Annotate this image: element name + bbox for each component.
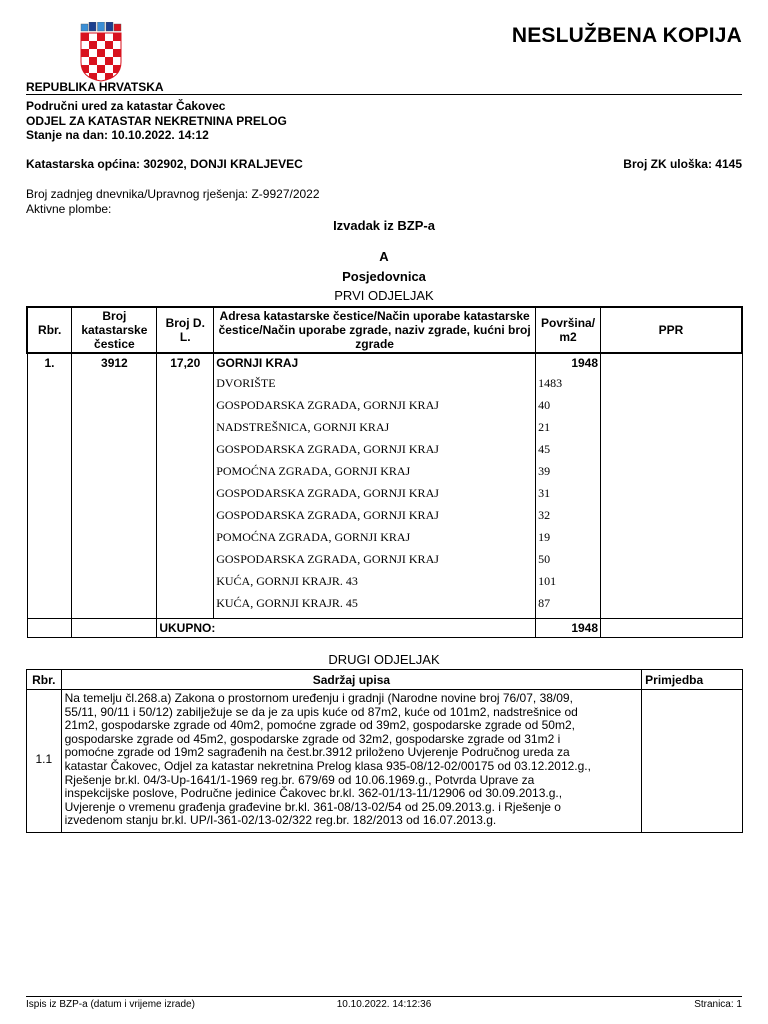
- row-ppr: [601, 372, 742, 394]
- journal-number: Broj zadnjeg dnevnika/Upravnog rješenja: Z-9927/2022: [26, 187, 320, 201]
- row-dl: [157, 526, 214, 548]
- table-row: [27, 372, 742, 394]
- row-address: GOSPODARSKA ZGRADA, GORNJI KRAJ: [214, 504, 536, 526]
- row-rbr: [27, 460, 72, 482]
- footer-left: Ispis iz BZP-a (datum i vrijeme izrade): [26, 999, 195, 1010]
- col-rbr: Rbr.: [27, 307, 72, 353]
- row-area: 19: [536, 526, 601, 548]
- total-label: UKUPNO:: [157, 619, 536, 638]
- entry-line: 21m2, gospodarske zgrade od 40m2, pomoćne zgrade od 39m2, gospodarske zgrade od 50m2,: [64, 718, 575, 733]
- row-area: 40: [536, 394, 601, 416]
- zk-folder-number: Broj ZK uloška: 4145: [623, 157, 742, 171]
- row-address: GOSPODARSKA ZGRADA, GORNJI KRAJ: [214, 438, 536, 460]
- entry-line: 55/11, 90/11 i 50/12) zabilježuje se da je za upis kuće od 87m2, kuće od 101m2, nadstrešnice od: [64, 704, 578, 719]
- col-ppr: PPR: [601, 307, 742, 353]
- part1-title: PRVI ODJELJAK: [334, 288, 434, 303]
- row-area: 87: [536, 592, 601, 614]
- row-area: 101: [536, 570, 601, 592]
- row-parcel: [72, 394, 157, 416]
- entry-line: Uvjerenje o vremenu građenja građevine br.kl. 361-08/13-02/54 od 25.09.2013.g. i Rješenje o: [64, 799, 561, 814]
- col2-content: Sadržaj upisa: [61, 670, 642, 690]
- footer-page: Stranica: 1: [694, 999, 742, 1010]
- row-parcel: [72, 372, 157, 394]
- table-row: [27, 504, 742, 526]
- excerpt-title: Izvadak iz BZP-a: [333, 218, 435, 233]
- row-ppr: [601, 526, 742, 548]
- row-parcel: [72, 482, 157, 504]
- table-row: [27, 526, 742, 548]
- row-rbr: [27, 526, 72, 548]
- row-area: 50: [536, 548, 601, 570]
- section-name: Posjedovnica: [342, 269, 426, 284]
- table-row: [27, 690, 743, 833]
- total-area: 1948: [536, 619, 601, 638]
- row-ppr: [601, 416, 742, 438]
- entry-line: Na temelju čl.268.a) Zakona o prostornom uređenju i gradnji (Narodne novine broj 76/07, 38/09,: [64, 691, 573, 705]
- table-row: [27, 482, 742, 504]
- row-parcel: [72, 438, 157, 460]
- row-dl: [157, 416, 214, 438]
- department-name: ODJEL ZA KATASTAR NEKRETNINA PRELOG: [26, 114, 287, 128]
- row-parcel: [72, 570, 157, 592]
- table-row: [27, 353, 742, 372]
- row-ppr: [601, 592, 742, 614]
- entry-line: katastar Čakovec, Odjel za katastar nekretnina Prelog klasa 935-08/12-02/00175 od 03.12.2012.g.,: [64, 758, 591, 773]
- col-dl: Broj D. L.: [157, 307, 214, 353]
- row-ppr: [601, 353, 742, 372]
- row-dl: [157, 482, 214, 504]
- row-area: 21: [536, 416, 601, 438]
- row-address: NADSTREŠNICA, GORNJI KRAJ: [214, 416, 536, 438]
- row-ppr: [601, 570, 742, 592]
- total-row: [27, 619, 742, 638]
- table-row: [27, 394, 742, 416]
- row-dl: [157, 504, 214, 526]
- entry-note: [642, 690, 743, 833]
- table-row: [27, 570, 742, 592]
- row-parcel: [72, 592, 157, 614]
- row-parcel: [72, 460, 157, 482]
- row-rbr: [27, 482, 72, 504]
- status-date: Stanje na dan: 10.10.2022. 14:12: [26, 128, 209, 142]
- row-parcel: [72, 526, 157, 548]
- republic-name: REPUBLIKA HRVATSKA: [26, 80, 164, 94]
- row-address: KUĆA, GORNJI KRAJR. 45: [214, 592, 536, 614]
- table-row: [27, 438, 742, 460]
- section-letter: A: [379, 249, 389, 264]
- row-rbr: [27, 548, 72, 570]
- row-address: POMOĆNA ZGRADA, GORNJI KRAJ: [214, 460, 536, 482]
- row-dl: [157, 394, 214, 416]
- row-area: 45: [536, 438, 601, 460]
- entry-line: izvedenom stanju br.kl. UP/I-361-02/13-02/322 reg.br. 182/2013 od 16.07.2013.g.: [64, 813, 497, 828]
- row-dl: 17,20: [157, 353, 214, 372]
- row-ppr: [601, 504, 742, 526]
- table-row: [27, 460, 742, 482]
- row-area: 1483: [536, 372, 601, 394]
- coat-of-arms-icon: [80, 22, 122, 82]
- entry-line: inspekcijske poslove, Područne jedinice Čakovec br.kl. 362-01/13-11/12906 od 30.09.2013.g.,: [64, 786, 563, 801]
- row-dl: [157, 570, 214, 592]
- unofficial-copy-title: NESLUŽBENA KOPIJA: [511, 24, 742, 47]
- office-name: Područni ured za katastar Čakovec: [26, 99, 226, 113]
- row-ppr: [601, 438, 742, 460]
- row-rbr: [27, 394, 72, 416]
- row-address: GOSPODARSKA ZGRADA, GORNJI KRAJ: [214, 394, 536, 416]
- table-row: [27, 548, 742, 570]
- row-dl: [157, 548, 214, 570]
- row-area: 39: [536, 460, 601, 482]
- col2-rbr: Rbr.: [27, 670, 62, 690]
- part2-title: DRUGI ODJELJAK: [328, 652, 440, 667]
- col-parcel: Broj katastarske čestice: [72, 307, 157, 353]
- row-rbr: [27, 416, 72, 438]
- entry-rbr: 1.1: [27, 690, 62, 833]
- row-parcel: [72, 416, 157, 438]
- row-area: 1948: [536, 353, 601, 372]
- row-rbr: 1.: [27, 353, 72, 372]
- row-ppr: [601, 460, 742, 482]
- row-parcel: [72, 504, 157, 526]
- crown-icon: [81, 22, 121, 31]
- entry-content: [61, 690, 642, 833]
- row-area: 32: [536, 504, 601, 526]
- col-area: Površina/ m2: [536, 307, 601, 353]
- row-area: 31: [536, 482, 601, 504]
- ownership-table: [26, 306, 743, 638]
- row-rbr: [27, 592, 72, 614]
- header-divider: [26, 94, 742, 95]
- cadastral-municipality: Katastarska općina: 302902, DONJI KRALJEVEC: [26, 157, 303, 171]
- row-address: GOSPODARSKA ZGRADA, GORNJI KRAJ: [214, 482, 536, 504]
- row-address: GORNJI KRAJ: [214, 353, 536, 372]
- row-ppr: [601, 548, 742, 570]
- row-address: DVORIŠTE: [214, 372, 536, 394]
- entry-line: pomoćne zgrade od 19m2 sagrađenih na čest.br.3912 priloženo Uvjerenje Područnog ureda za: [64, 745, 570, 760]
- row-rbr: [27, 372, 72, 394]
- col2-note: Primjedba: [642, 670, 743, 690]
- row-parcel: [72, 548, 157, 570]
- col-address: Adresa katastarske čestice/Način uporabe katastarske čestice/Način uporabe zgrade, naziv zgrade, kućni broj zgrade: [214, 307, 536, 353]
- table-row: [27, 592, 742, 614]
- footer-date: 10.10.2022. 14:12:36: [336, 999, 432, 1010]
- active-seals: Aktivne plombe:: [26, 202, 112, 216]
- row-dl: [157, 438, 214, 460]
- row-address: POMOĆNA ZGRADA, GORNJI KRAJ: [214, 526, 536, 548]
- row-ppr: [601, 394, 742, 416]
- footer-divider: [26, 996, 742, 997]
- entry-line: Rješenje br.kl. 04/3-Up-1641/1-1969 reg.br. 679/69 od 10.06.1969.g., Potvrda Uprave za: [64, 772, 535, 787]
- entry-line: gospodarske zgrade od 45m2, gospodarske zgrade od 32m2, gospodarske zgrade od 31m2 i: [64, 731, 561, 746]
- row-dl: [157, 372, 214, 394]
- row-rbr: [27, 438, 72, 460]
- notes-table: [26, 669, 743, 833]
- row-address: GOSPODARSKA ZGRADA, GORNJI KRAJ: [214, 548, 536, 570]
- row-dl: [157, 460, 214, 482]
- row-address: KUĆA, GORNJI KRAJR. 43: [214, 570, 536, 592]
- row-rbr: [27, 504, 72, 526]
- row-rbr: [27, 570, 72, 592]
- row-dl: [157, 592, 214, 614]
- row-ppr: [601, 482, 742, 504]
- table-row: [27, 416, 742, 438]
- row-parcel: 3912: [72, 353, 157, 372]
